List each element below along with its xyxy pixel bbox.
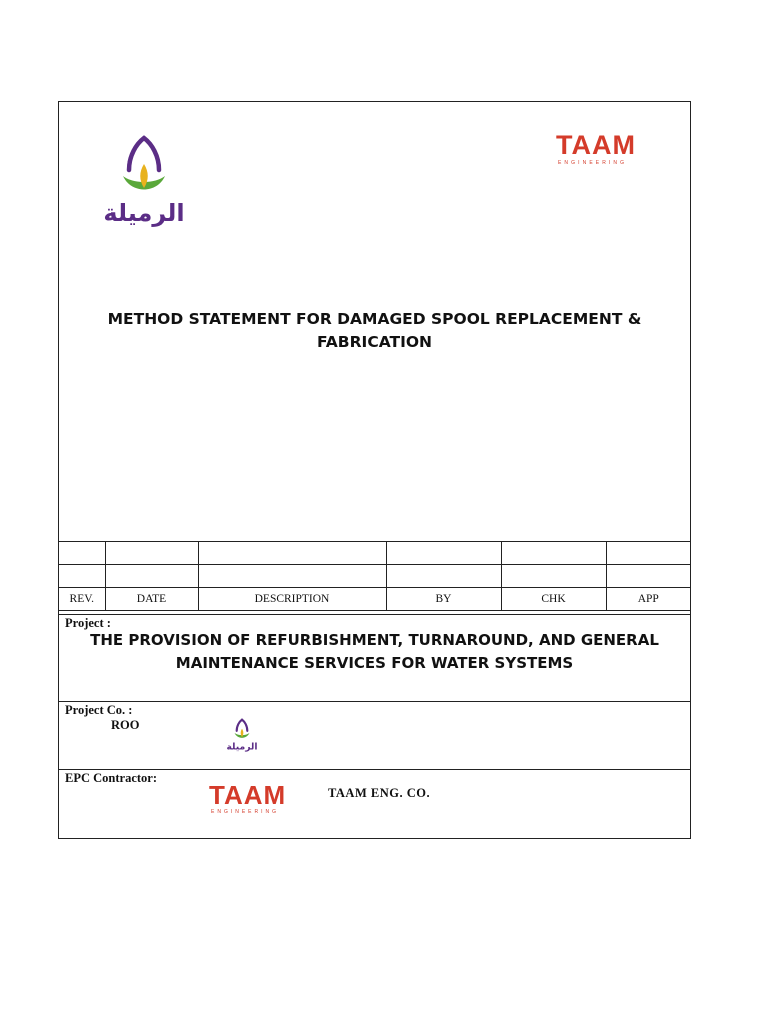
revision-cell	[386, 565, 501, 588]
revision-cell	[386, 542, 501, 565]
project-section	[59, 614, 690, 701]
taam-logo	[556, 132, 666, 166]
revision-cell	[198, 565, 386, 588]
revision-cell	[105, 542, 198, 565]
document-title-line2: FABRICATION	[317, 333, 432, 351]
revision-table	[59, 541, 690, 611]
revision-header-row	[59, 588, 690, 611]
header-date: DATE	[105, 588, 198, 611]
document-title-line1: METHOD STATEMENT FOR DAMAGED SPOOL REPLACEMENT &	[107, 310, 642, 328]
revision-cell	[606, 565, 690, 588]
taam-logo-small-subtext: ENGINEERING	[211, 809, 280, 815]
project-name	[59, 629, 690, 675]
rumaila-logo-small	[219, 713, 265, 757]
document-title	[59, 308, 690, 354]
svg-text:الرميلة: الرميلة	[103, 199, 185, 227]
project-co-value: ROO	[111, 718, 140, 732]
project-co-section	[59, 701, 690, 769]
svg-text:الرميلة: الرميلة	[226, 741, 258, 753]
project-name-line2: MAINTENANCE SERVICES FOR WATER SYSTEMS	[175, 654, 574, 672]
epc-section	[59, 769, 690, 839]
project-label: Project :	[65, 616, 111, 630]
project-co-label: Project Co. :	[65, 703, 133, 717]
revision-row	[59, 542, 690, 565]
revision-cell	[59, 565, 105, 588]
rumaila-emblem-icon	[79, 134, 209, 229]
taam-logo-word: TAAM	[556, 130, 636, 160]
revision-cell	[105, 565, 198, 588]
epc-label: EPC Contractor:	[65, 771, 157, 785]
header-by: BY	[386, 588, 501, 611]
rumaila-logo	[79, 134, 209, 229]
revision-cell	[501, 542, 606, 565]
header-description: DESCRIPTION	[198, 588, 386, 611]
header-chk: CHK	[501, 588, 606, 611]
cover-sheet	[58, 101, 691, 839]
revision-cell	[606, 542, 690, 565]
project-name-line1: THE PROVISION OF REFURBISHMENT, TURNAROUND, AND GENERAL	[90, 631, 659, 649]
revision-cell	[59, 542, 105, 565]
taam-logo-small	[209, 782, 309, 814]
header-rev: REV.	[59, 588, 105, 611]
revision-row	[59, 565, 690, 588]
epc-value: TAAM ENG. CO.	[328, 786, 431, 800]
revision-cell	[198, 542, 386, 565]
taam-logo-subtext: ENGINEERING	[558, 160, 628, 166]
taam-logo-small-word: TAAM	[209, 780, 287, 810]
header-app: APP	[606, 588, 690, 611]
revision-cell	[501, 565, 606, 588]
rumaila-emblem-small-icon	[219, 713, 265, 757]
